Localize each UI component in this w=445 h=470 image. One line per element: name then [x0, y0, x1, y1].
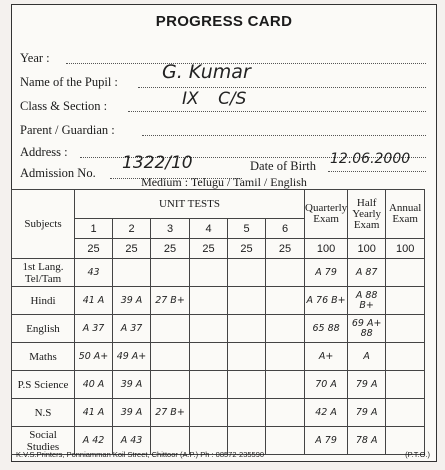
mark-cell — [228, 315, 266, 343]
mark-cell — [190, 343, 228, 371]
mark-cell — [151, 315, 190, 343]
marks-table — [11, 189, 425, 455]
card-title: PROGRESS CARD — [155, 13, 293, 30]
subject-name: Maths — [12, 343, 75, 371]
mark-value: 39 A — [120, 378, 143, 390]
mark-cell — [386, 399, 425, 427]
unit-test-number: 6 — [266, 219, 305, 239]
subject-row — [12, 287, 425, 315]
mark-cell — [386, 371, 425, 399]
mark-cell — [266, 371, 305, 399]
dob-value: 12.06.2000 — [330, 151, 411, 167]
mark-cell — [75, 343, 113, 371]
subject-row — [12, 343, 425, 371]
mark-cell — [266, 343, 305, 371]
progress-card — [11, 4, 437, 462]
mark-cell — [190, 259, 228, 287]
mark-cell — [190, 371, 228, 399]
mark-cell — [266, 427, 305, 455]
max-marks-cell: 25 — [190, 239, 228, 259]
mark-value: 43 — [87, 266, 100, 278]
mark-cell — [305, 427, 348, 455]
name-label: Name of the Pupil : — [20, 75, 118, 89]
mark-value: 41 A — [82, 406, 105, 418]
subject-name: English — [12, 315, 75, 343]
max-marks-cell: 25 — [228, 239, 266, 259]
mark-value: 65 88 — [312, 322, 340, 334]
subject-name: Social Studies — [12, 427, 75, 455]
mark-cell — [305, 287, 348, 315]
mark-value: 79 A — [355, 406, 378, 418]
mark-cell — [228, 399, 266, 427]
max-marks-cell: 100 — [348, 239, 386, 259]
mark-cell — [151, 287, 190, 315]
mark-cell — [113, 315, 151, 343]
parent-label: Parent / Guardian : — [20, 123, 115, 137]
class-label: Class & Section : — [20, 99, 108, 113]
subject-name: 1st Lang. Tel/Tam — [12, 259, 75, 287]
max-marks-cell: 100 — [305, 239, 348, 259]
max-marks-cell: 25 — [151, 239, 190, 259]
mark-value: A 43 — [120, 434, 143, 446]
mark-value: A 79 — [315, 266, 337, 278]
mark-value: A 79 — [315, 434, 337, 446]
mark-value: 27 B+ — [155, 406, 185, 418]
mark-cell — [113, 343, 151, 371]
mark-cell — [113, 259, 151, 287]
mark-cell — [75, 315, 113, 343]
mark-value: 50 A+ — [78, 350, 109, 362]
class-section-value: IX C/S — [182, 89, 247, 109]
mark-cell — [75, 287, 113, 315]
mark-cell — [305, 343, 348, 371]
mark-value: 40 A — [82, 378, 105, 390]
mark-cell — [113, 399, 151, 427]
subject-name: N.S — [12, 399, 75, 427]
subject-row — [12, 259, 425, 287]
admission-number-value: 1322/10 — [122, 153, 193, 173]
mark-cell — [305, 371, 348, 399]
mark-value: A+ — [318, 350, 334, 362]
mark-cell — [348, 343, 386, 371]
unit-test-number: 2 — [113, 219, 151, 239]
annual-header: Annual Exam — [386, 190, 425, 239]
subjects-header: Subjects — [12, 190, 75, 259]
mark-cell — [113, 287, 151, 315]
mark-cell — [266, 287, 305, 315]
mark-value: A 42 — [82, 434, 105, 446]
half-yearly-header: Half Yearly Exam — [348, 190, 386, 239]
mark-cell — [266, 259, 305, 287]
max-marks-cell: 25 — [75, 239, 113, 259]
year-label: Year : — [20, 51, 50, 65]
mark-value: 70 A — [315, 378, 337, 390]
max-marks-cell: 25 — [266, 239, 305, 259]
unit-tests-header: UNIT TESTS — [75, 190, 305, 219]
mark-cell — [266, 399, 305, 427]
mark-cell — [228, 371, 266, 399]
mark-cell — [386, 259, 425, 287]
mark-cell — [190, 399, 228, 427]
pto-note: (P.T.O.) — [405, 450, 430, 459]
mark-cell — [151, 371, 190, 399]
mark-value: 78 A — [355, 434, 378, 446]
subject-name: P.S Science — [12, 371, 75, 399]
pupil-name-value: G. Kumar — [162, 61, 251, 83]
medium-text: Medium : Telugu / Tamil / English — [141, 175, 307, 189]
mark-cell — [386, 343, 425, 371]
mark-value: A 87 — [355, 266, 378, 278]
mark-cell — [151, 259, 190, 287]
mark-cell — [348, 427, 386, 455]
mark-value: 39 A — [120, 294, 143, 306]
subject-row — [12, 399, 425, 427]
mark-cell — [305, 315, 348, 343]
mark-cell — [75, 259, 113, 287]
mark-value: 69 A+ 88 — [351, 317, 382, 339]
mark-value: 27 B+ — [155, 294, 185, 306]
mark-cell — [75, 371, 113, 399]
subject-row — [12, 371, 425, 399]
mark-value: 41 A — [82, 294, 105, 306]
mark-value: A — [363, 350, 370, 362]
mark-cell — [75, 399, 113, 427]
mark-cell — [348, 399, 386, 427]
admission-label: Admission No. — [20, 166, 96, 180]
unit-test-number: 4 — [190, 219, 228, 239]
dob-line — [328, 171, 426, 172]
unit-test-number: 5 — [228, 219, 266, 239]
mark-cell — [228, 343, 266, 371]
mark-cell — [228, 259, 266, 287]
unit-test-number: 3 — [151, 219, 190, 239]
parent-line — [142, 135, 426, 136]
mark-cell — [113, 371, 151, 399]
max-marks-cell: 25 — [113, 239, 151, 259]
class-line — [128, 111, 426, 112]
address-label: Address : — [20, 145, 68, 159]
printer-footer: K.V.S.Printers, Ponniamman Koil Street, Chittoor (A.P.) Ph : 08572-235590 — [16, 450, 265, 459]
mark-value: 42 A — [315, 406, 337, 418]
dob-label: Date of Birth — [250, 159, 316, 173]
mark-value: 79 A — [355, 378, 378, 390]
mark-cell — [190, 287, 228, 315]
marks-body — [12, 259, 425, 455]
mark-value: A 37 — [120, 322, 143, 334]
name-line — [138, 87, 426, 88]
mark-value: A 88 B+ — [355, 289, 378, 311]
subject-name: Hindi — [12, 287, 75, 315]
mark-cell — [348, 259, 386, 287]
mark-cell — [348, 371, 386, 399]
mark-value: A 37 — [82, 322, 105, 334]
mark-cell — [348, 315, 386, 343]
mark-cell — [151, 399, 190, 427]
mark-cell — [305, 259, 348, 287]
mark-cell — [266, 315, 305, 343]
mark-cell — [151, 343, 190, 371]
mark-cell — [190, 315, 228, 343]
mark-value: 49 A+ — [116, 350, 147, 362]
max-marks-cell: 100 — [386, 239, 425, 259]
mark-cell — [305, 399, 348, 427]
mark-cell — [348, 287, 386, 315]
quarterly-header: Quarterly Exam — [305, 190, 348, 239]
mark-value: A 76 B+ — [306, 294, 346, 306]
mark-cell — [228, 287, 266, 315]
mark-cell — [386, 315, 425, 343]
unit-test-number: 1 — [75, 219, 113, 239]
mark-value: 39 A — [120, 406, 143, 418]
mark-cell — [386, 287, 425, 315]
subject-row — [12, 315, 425, 343]
